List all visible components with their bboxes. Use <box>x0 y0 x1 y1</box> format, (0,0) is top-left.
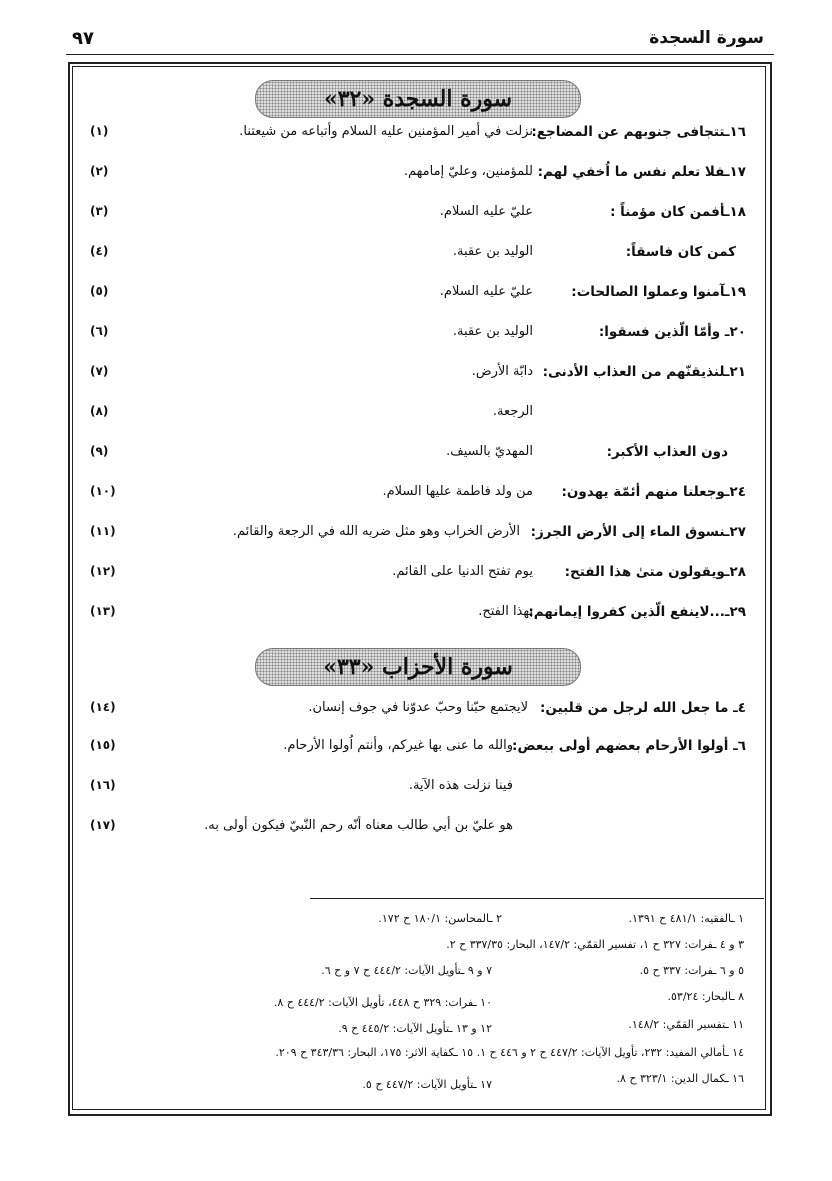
verse-row <box>80 204 758 234</box>
commentary-text: المهديّ بالسيف. <box>446 444 533 459</box>
commentary-text: فينا نزلت هذه الآية. <box>408 778 513 793</box>
note-number: (١٠) <box>90 484 116 498</box>
commentary-text: عليّ عليه السلام. <box>439 204 533 219</box>
verse-row <box>80 244 758 274</box>
verse-row <box>80 484 758 514</box>
verse-text: ٢٩ـ...لاينفع الّذين كفروا إيمانهم: <box>528 604 746 620</box>
footnote-rule <box>310 898 764 899</box>
verse-row <box>80 324 758 354</box>
note-number: (٣) <box>90 204 109 218</box>
footnote: ١١ ـتفسير القمّي: ١٤٨/٢. <box>628 1018 744 1031</box>
verse-row <box>80 404 758 434</box>
verse-text: ١٦ـتتجافى جنوبهم عن المضاجع: <box>531 124 746 140</box>
note-number: (٧) <box>90 364 109 378</box>
note-number: (١١) <box>90 524 116 538</box>
footnote: ١٦ ـكمال الدين: ٣٢٣/١ ح ٨. <box>616 1072 744 1085</box>
note-number: (١٢) <box>90 564 116 578</box>
commentary-text: الوليد بن عقبة. <box>452 244 533 259</box>
footnote: ٨ ـالبحار: ٥٣/٢٤. <box>667 990 744 1003</box>
verse-text: دون العذاب الأكبر: <box>606 444 728 460</box>
footnote: ١٤ ـأمالي المفيد: ٢٣٢، تأويل الآيات: ٤٤٧/٢ ح ٢ و ٤٤٦ ح ١. ١٥ ـكفاية الاثر: ١٧٥، البحار: ٣٤٣/٣٦ ح ٢٠٩. <box>275 1046 744 1059</box>
verse-row <box>80 604 758 634</box>
surah-banner-ahzab: سورة الأحزاب «٣٣» <box>255 648 581 686</box>
verse-row <box>80 700 758 730</box>
note-number: (٨) <box>90 404 109 418</box>
verse-row <box>80 524 758 554</box>
note-number: (١٣) <box>90 604 116 618</box>
note-number: (١) <box>90 124 109 138</box>
commentary-text: هو عليّ بن أبي طالب معناه أنّه رحم النّبيّ فيكون أولى به. <box>204 818 513 833</box>
note-number: (٦) <box>90 324 109 338</box>
verse-row <box>80 738 758 768</box>
verse-row <box>80 364 758 394</box>
page-number: ٩٧ <box>72 28 94 49</box>
note-number: (١٤) <box>90 700 116 714</box>
note-number: (٩) <box>90 444 109 458</box>
footnote: ٢ ـالمحاسن: ١٨٠/١ ح ١٧٢. <box>378 912 502 925</box>
verse-text: ٢٠ـ وأمّا الّذين فسقوا: <box>598 324 746 340</box>
verse-text: ٢١ـلنذيقنّهم من العذاب الأدنى: <box>542 364 746 380</box>
verse-text: ٢٨ـويقولون متىٰ هذا الفتح: <box>564 564 746 580</box>
verse-row <box>80 124 758 154</box>
commentary-text: دابّة الأرض. <box>471 364 533 379</box>
note-number: (٥) <box>90 284 109 298</box>
commentary-text: لايجتمع حبّنا وحبّ عدوّنا في جوف إنسان. <box>308 700 528 715</box>
footnote: ١٢ و ١٣ ـتأويل الآيات: ٤٤٥/٢ ح ٩. <box>338 1022 492 1035</box>
verse-text: ٢٧ـنسوق الماء إلى الأرض الجرز: <box>530 524 746 540</box>
note-number: (١٦) <box>90 778 116 792</box>
commentary-text: الرجعة. <box>492 404 533 419</box>
commentary-text: بهذا الفتح. <box>478 604 533 619</box>
commentary-text: الوليد بن عقبة. <box>452 324 533 339</box>
running-header-title: سورة السجدة <box>649 28 764 48</box>
commentary-text: والله ما عنى بها غيركم، وأنتم اُولوا الأرحام. <box>283 738 513 753</box>
note-number: (٤) <box>90 244 109 258</box>
commentary-text: عليّ عليه السلام. <box>439 284 533 299</box>
note-number: (١٥) <box>90 738 116 752</box>
commentary-text: الأرض الخراب وهو مثل ضربه الله في الرجعة والقائم. <box>232 524 520 539</box>
note-number: (٢) <box>90 164 109 178</box>
commentary-text: للمؤمنين، وعليّ إمامهم. <box>403 164 533 179</box>
commentary-text: نزلت في أمير المؤمنين عليه السلام وأتباعه من شيعتنا. <box>239 124 533 139</box>
verse-row <box>80 284 758 314</box>
footnote: ١٧ ـتأويل الآيات: ٤٤٧/٢ ح ٥. <box>362 1078 492 1091</box>
footnote: ٣ و ٤ ـفرات: ٣٢٧ ح ١، تفسير القمّي: ١٤٧/٢، البحار: ٣٣٧/٣٥ ح ٢. <box>446 938 744 951</box>
commentary-text: يوم تفتح الدنيا على القائم. <box>392 564 533 579</box>
footnote: ١٠ ـفرات: ٣٢٩ ح ٤٤٨، تأويل الآيات: ٤٤٤/٢ ح ٨. <box>273 996 492 1009</box>
verse-text: كمن كان فاسقاً: <box>625 244 736 260</box>
commentary-text: من ولد فاطمة عليها السلام. <box>382 484 533 499</box>
verse-row <box>80 778 758 808</box>
surah-banner-sajda: سورة السجدة «٣٢» <box>255 80 581 118</box>
verse-text: ٦ـ أولوا الأرحام بعضهم أولى ببعض: <box>512 738 746 754</box>
verse-row <box>80 564 758 594</box>
verse-text: ١٨ـأفمن كان مؤمناً : <box>610 204 746 220</box>
verse-row <box>80 818 758 848</box>
footnote: ٧ و ٩ ـتأويل الآيات: ٤٤٤/٢ ح ٧ و ح ٦. <box>321 964 492 977</box>
verse-row <box>80 444 758 474</box>
note-number: (١٧) <box>90 818 116 832</box>
verse-text: ١٧ـفلا تعلم نفس ما اُخفي لهم: <box>537 164 746 180</box>
verse-text: ١٩ـآمنوا وعملوا الصالحات: <box>571 284 746 300</box>
footnote: ١ ـالفقيه: ٤٨١/١ ح ١٣٩١. <box>628 912 744 925</box>
header-rule <box>66 54 774 55</box>
footnote: ٥ و ٦ ـفرات: ٣٣٧ ح ٥. <box>639 964 744 977</box>
verse-text: ٤ـ ما جعل الله لرجل من قلبين: <box>540 700 746 716</box>
verse-row <box>80 164 758 194</box>
verse-text: ٢٤ـوجعلنا منهم أئمّة يهدون: <box>561 484 746 500</box>
